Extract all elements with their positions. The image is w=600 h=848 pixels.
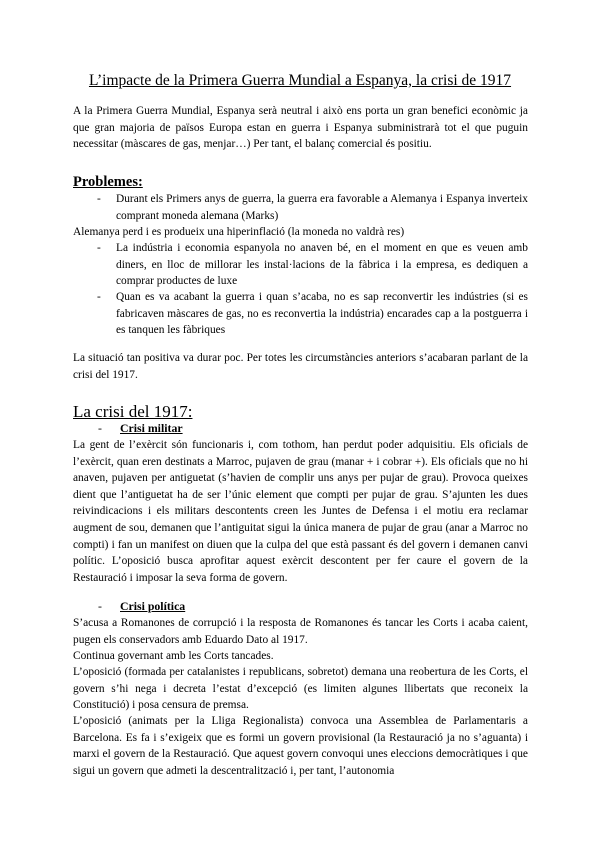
problemes-line: Alemanya perd i es produeix una hiperinflació (la moneda no valdrà res) xyxy=(73,226,405,238)
crisi-heading: La crisi del 1917: xyxy=(73,402,193,421)
crisi-militar-text: La gent de l’exèrcit són funcionaris i, com tothom, han perdut poder adquisitiu. Els oficials de l’exèrcit, quan eren destinats a Marroc, pujaven de grau (manar + i cobrar +). Els oficials que no hi anaven, pujaven per antiguetat (s’havien de complir uns anys per pujar de grau). Provoca queixes dient que l’antiguetat ha de ser l’únic element que compti per pujar de grau. S’ajunten les dues reivindicacions i els militars descontents creen les Juntes de Defensa i el motiu era reclamar augment de sou, demanen que l’antiguitat sigui la única manera de pujar de grau (anar a Marroc no compti) i fan un manifest on diuen que la culpa del que està passant és del govern i demanen canvi polític. L’oposició busca aprofitar aquest exèrcit descontent per fer caure el govern de la Restauració i imposar la seva forma de govern. xyxy=(73,439,528,584)
problemes-bullet-1 xyxy=(97,191,528,224)
bullet-dash: - xyxy=(97,242,101,254)
bullet-text: Quan es va acabant la guerra i quan s’acaba, no es sap reconvertir les indústries (si es fabricaven màscares de gas, no es reconvertia la indústria) encarades cap a la postguerra i es tanquen les fàbriques xyxy=(116,291,528,337)
bullet-dash: - xyxy=(97,193,101,205)
intro-paragraph: A la Primera Guerra Mundial, Espanya serà neutral i això ens porta un gran benefici econòmic ja que gran majoria de països Europa estan en guerra i Espanya subministrarà tot el que puguin necessitar (màscares de gas, menjar…) Per tant, el balanç comercial és positiu. xyxy=(73,105,528,151)
crisi-politica-p3: L’oposició (formada per catalanistes i republicans, sobretot) demana una reobertura de les Corts, el govern s’hi nega i decreta l’estat d’excepció (es limiten algunes llibertats que reconeix la Constitució) i posa censura de premsa. xyxy=(73,666,528,712)
bullet-text: Durant els Primers anys de guerra, la guerra era favorable a Alemanya i Espanya inverteix comprant moneda alemana (Marks) xyxy=(116,193,528,222)
subheading-dash: - xyxy=(98,421,102,435)
situacio-paragraph: La situació tan positiva va durar poc. Per totes les circumstàncies anteriors s’acabaran parlant de la crisi del 1917. xyxy=(73,352,528,381)
bullet-text: La indústria i economia espanyola no anaven bé, en el moment en que es veuen amb diners, en lloc de millorar les instal·lacions de la fàbrica i la empresa, es dediquen a comprar productes de luxe xyxy=(116,242,528,288)
problemes-bullet-3 xyxy=(97,289,528,339)
document-title: L’impacte de la Primera Guerra Mundial a Espanya, la crisi de 1917 xyxy=(88,72,512,89)
subheading-text: Crisi militar xyxy=(120,421,183,435)
problemes-bullet-2 xyxy=(97,240,528,290)
problemes-heading: Problemes: xyxy=(73,174,143,190)
crisi-militar-heading xyxy=(98,421,183,436)
subheading-text: Crisi política xyxy=(120,599,186,613)
crisi-politica-p4: L’oposició (animats per la Lliga Regionalista) convoca una Assemblea de Parlamentaris a Barcelona. Es fa i s’exigeix que es formi un govern provisional (la Restauració ja no s’aguanta) i marxi el govern de la Restauració. Que aquest govern convoqui unes eleccions democràtiques i que sigui un govern que admeti la descentralització i, per tant, l’autonomia xyxy=(73,715,528,777)
subheading-dash: - xyxy=(98,599,102,613)
bullet-dash: - xyxy=(97,291,101,303)
crisi-politica-p1: S’acusa a Romanones de corrupció i la resposta de Romanones és tancar les Corts i acaba caient, pugen els conservadors amb Eduardo Dato al 1917. xyxy=(73,617,528,646)
crisi-politica-heading xyxy=(98,599,185,614)
crisi-politica-p2: Continua governant amb les Corts tancades. xyxy=(73,650,274,662)
